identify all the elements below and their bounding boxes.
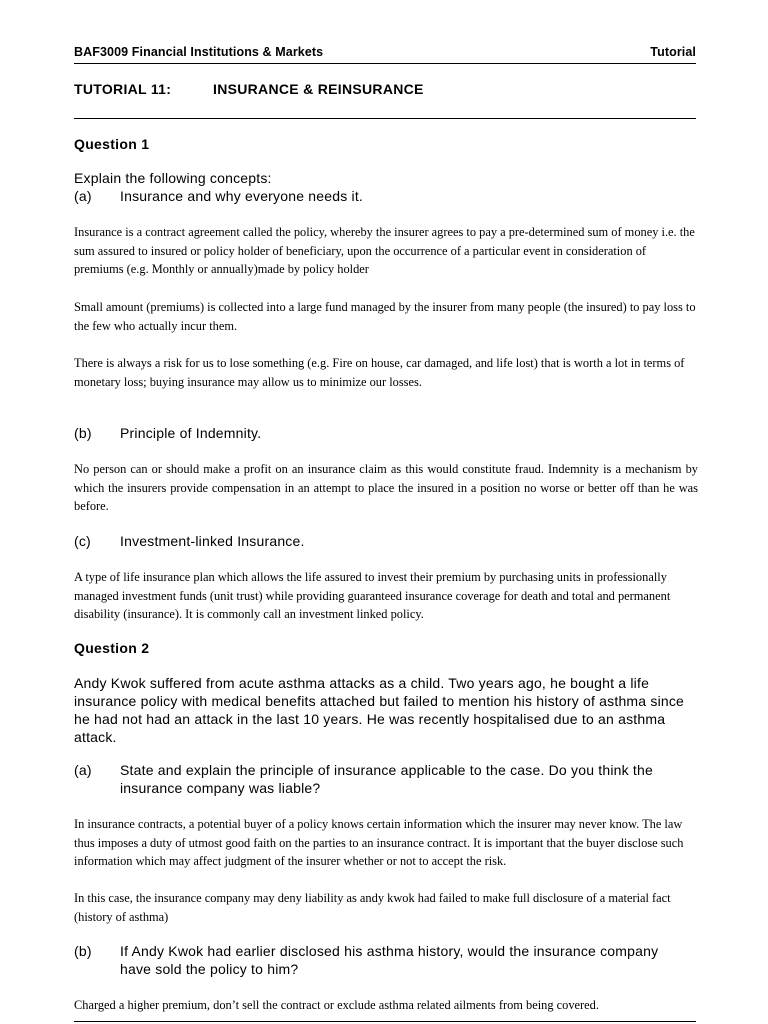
q1b-label: (b) xyxy=(74,425,92,441)
q2b-prompt xyxy=(74,942,694,978)
q1c-answer: A type of life insurance plan which allows the life assured to invest their premium by purchasing units in professionally managed investment funds (unit trust) while providing guaranteed insurance coverage for death and total and permanent disability (insurance). It is commonly call an investment linked policy. xyxy=(74,570,671,622)
q2a-prompt xyxy=(74,761,694,797)
q1a-prompt-text: Insurance and why everyone needs it. xyxy=(120,188,364,204)
q2b-prompt-text: If Andy Kwok had earlier disclosed his asthma history, would the insurance company have sold the policy to him? xyxy=(120,943,659,977)
q2a-answer-1: In insurance contracts, a potential buyer of a policy knows certain information which the insurer may never know. The law thus imposes a duty of utmost good faith on the parties to an insurance contract. It is important that the buyer disclose such information which may affect judgment of the insurer whether or not to accept the risk. xyxy=(74,817,684,869)
question-2-scenario: Andy Kwok suffered from acute asthma attacks as a child. Two years ago, he bought a life insurance policy with medical benefits attached but failed to mention his history of asthma since he had not had an attack in the last 10 years. He was recently hospitalised due to an asthma attack. xyxy=(74,675,685,745)
question-1-heading: Question 1 xyxy=(74,136,150,152)
title-rule xyxy=(74,118,696,119)
q2a-label: (a) xyxy=(74,762,92,778)
footer-rule xyxy=(74,1021,696,1022)
q1a-prompt xyxy=(74,187,694,205)
q1b-answer: No person can or should make a profit on an insurance claim as this would constitute fraud. Indemnity is a mechanism by which the insurers provide compensation in an attempt to place the insured in a position no worse or better off than he was before. xyxy=(74,462,698,514)
q1c-prompt xyxy=(74,532,694,550)
question-1-intro: Explain the following concepts: xyxy=(74,170,272,186)
q1a-answer-3: There is always a risk for us to lose something (e.g. Fire on house, car damaged, and life lost) that is worth a lot in terms of monetary loss; buying insurance may allow us to minimize our losses. xyxy=(74,356,685,389)
tutorial-topic: INSURANCE & REINSURANCE xyxy=(213,81,424,97)
tutorial-number: TUTORIAL 11: xyxy=(74,81,172,97)
q2a-answer-2: In this case, the insurance company may deny liability as andy kwok had failed to make full disclosure of a material fact (history of asthma) xyxy=(74,891,671,924)
q1b-prompt xyxy=(74,424,694,442)
q1b-prompt-text: Principle of Indemnity. xyxy=(120,425,262,441)
header-rule xyxy=(74,63,696,64)
course-header: BAF3009 Financial Institutions & Markets xyxy=(74,45,324,59)
q1a-label: (a) xyxy=(74,188,92,204)
question-2-heading: Question 2 xyxy=(74,640,150,656)
q1c-label: (c) xyxy=(74,533,91,549)
q1c-prompt-text: Investment-linked Insurance. xyxy=(120,533,305,549)
q2a-prompt-text: State and explain the principle of insurance applicable to the case. Do you think the insurance company was liable? xyxy=(120,762,653,796)
q2b-label: (b) xyxy=(74,943,92,959)
q1a-answer-1: Insurance is a contract agreement called the policy, whereby the insurer agrees to pay a pre-determined sum of money i.e. the sum assured to insured or policy holder of beneficiary, upon the occurrence of a particular event in consideration of premiums (e.g. Monthly or annually)made by policy holder xyxy=(74,225,695,277)
q1a-answer-2: Small amount (premiums) is collected into a large fund managed by the insurer from many people (the insured) to pay loss to the few who actually incur them. xyxy=(74,300,696,333)
q2b-answer: Charged a higher premium, don’t sell the contract or exclude asthma related ailments from being covered. xyxy=(74,998,599,1012)
document-type: Tutorial xyxy=(650,45,696,59)
